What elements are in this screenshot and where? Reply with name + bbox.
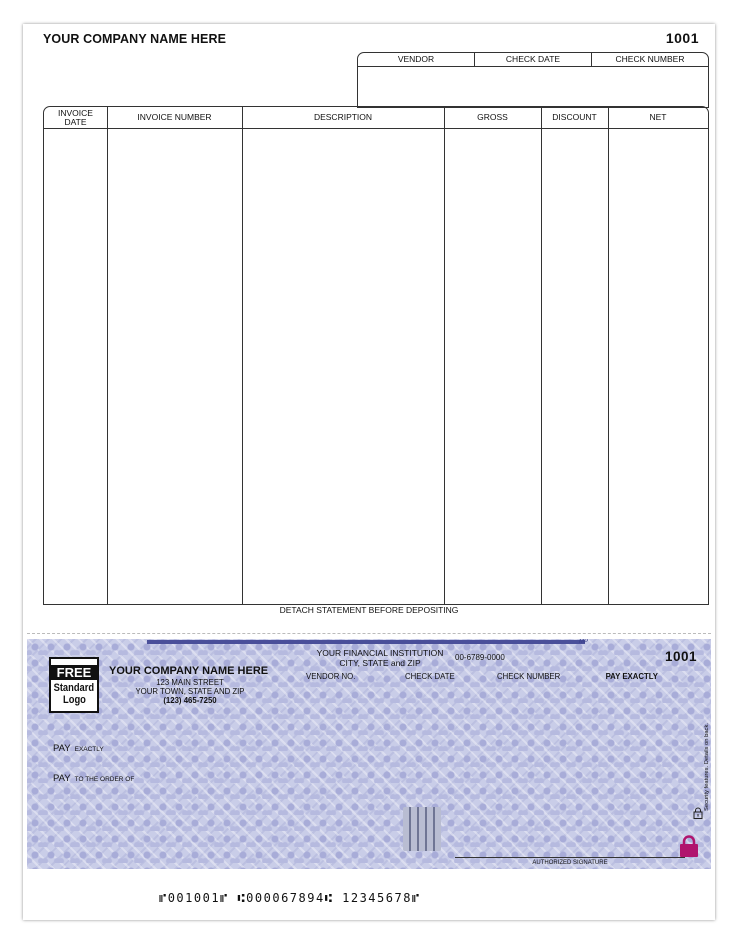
vendor-header: VENDOR: [397, 54, 435, 64]
security-lock-icon: [679, 835, 699, 857]
bank-name: YOUR FINANCIAL INSTITUTION: [316, 648, 444, 658]
check-date-label: CHECK DATE: [405, 672, 455, 681]
header-invoice-date: INVOICE DATE: [58, 107, 93, 127]
perforation-line: [27, 633, 711, 634]
detach-instruction: DETACH STATEMENT BEFORE DEPOSITING: [279, 605, 459, 615]
logo-text: Logo: [62, 693, 86, 706]
authorized-signature-label: AUTHORIZED SIGNATURE: [532, 860, 608, 866]
pay-exactly-label: PAY EXACTLY: [605, 672, 658, 681]
payee-line: [53, 773, 134, 784]
padlock-icon: [693, 807, 703, 819]
column-divider: [444, 107, 445, 604]
logo-free: FREE: [51, 665, 97, 680]
column-divider: [242, 107, 243, 604]
address-phone: (123) 465-7250: [163, 696, 217, 705]
check-number-header: CHECK NUMBER: [591, 53, 708, 66]
vendor-box-header: [358, 53, 708, 67]
security-band: [147, 640, 585, 644]
micr-line: ⑈001001⑈ ⑆000067894⑆ 12345678⑈: [159, 891, 421, 905]
check-number-label: CHECK NUMBER: [497, 672, 561, 681]
pay-label: PAY: [53, 743, 71, 754]
check-document: [23, 24, 715, 920]
to-order-of-label: TO THE ORDER OF: [74, 776, 135, 783]
address-street: 123 MAIN STREET: [156, 678, 224, 687]
vendor-no-label: VENDOR NO.: [306, 672, 356, 681]
invoice-table: [43, 106, 709, 605]
column-divider: [608, 107, 609, 604]
header-net: NET: [649, 112, 667, 122]
check-company-name: YOUR COMPANY NAME HERE: [109, 665, 269, 677]
logo-placeholder: [49, 657, 99, 713]
bank-info: [305, 649, 455, 668]
bank-city: CITY, STATE and ZIP: [339, 657, 421, 668]
address-city: YOUR TOWN, STATE AND ZIP: [135, 687, 245, 696]
column-divider: [107, 107, 108, 604]
company-name: YOUR COMPANY NAME HERE: [43, 32, 227, 46]
check-face: [27, 639, 711, 869]
check-date-header: CHECK DATE: [474, 53, 591, 66]
mp-mark: MP: [579, 639, 588, 645]
security-features-note: Security features. Details on back.: [704, 723, 710, 811]
header-gross: GROSS: [477, 112, 508, 122]
logo-standard: Standard: [53, 681, 95, 694]
header-discount: DISCOUNT: [552, 112, 597, 122]
check-number: 1001: [664, 649, 697, 664]
check-number-top: 1001: [665, 30, 699, 46]
pay-label: PAY: [53, 773, 71, 784]
signature-line: [455, 857, 685, 858]
check-address: [109, 678, 271, 705]
vendor-box: [357, 52, 709, 108]
exactly-label: EXACTLY: [74, 746, 104, 753]
header-description: DESCRIPTION: [313, 112, 373, 122]
routing-fraction: 00-6789-0000: [455, 653, 505, 662]
column-divider: [541, 107, 542, 604]
header-invoice-number: INVOICE NUMBER: [137, 112, 212, 122]
hologram-icon: [403, 807, 441, 851]
pay-amount-line: [53, 743, 104, 754]
